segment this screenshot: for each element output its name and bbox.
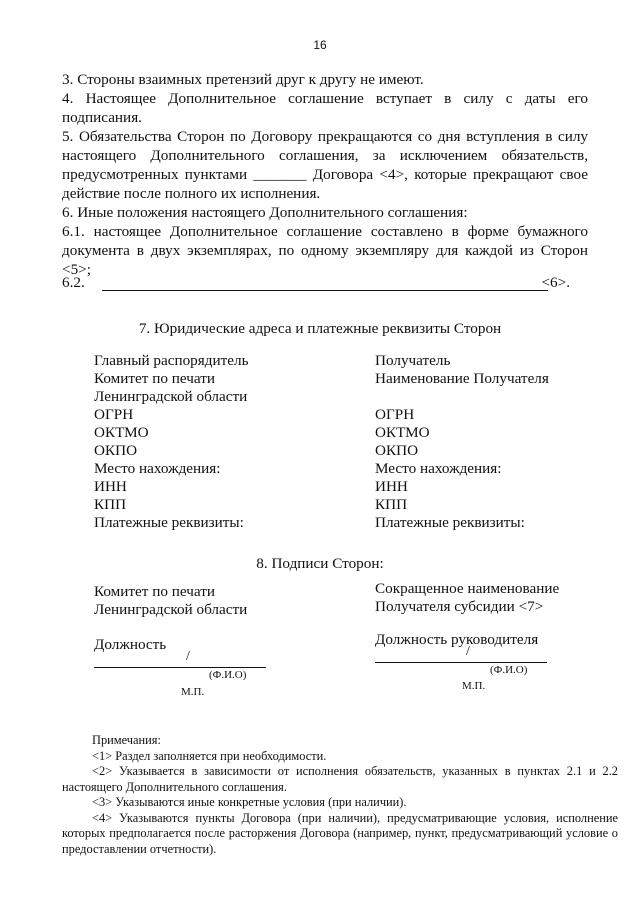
agreement-body bbox=[62, 70, 588, 279]
signature-right-org-line2: Получателя субсидии <7> bbox=[375, 598, 544, 615]
signature-left-org-line2: Ленинградской области bbox=[94, 601, 248, 618]
signature-right-seal: М.П. bbox=[462, 680, 486, 692]
notes-section bbox=[62, 733, 618, 857]
page-number: 16 bbox=[313, 38, 327, 52]
note-2: <2> Указывается в зависимости от исполнения обязательств, указанных в пунктах 2.1 и 2.2 настоящего Дополнительного соглашения. bbox=[62, 764, 618, 794]
signature-left-slash: / bbox=[186, 649, 190, 664]
left-req-1: Комитет по печати bbox=[94, 370, 215, 387]
signature-right-slash: / bbox=[466, 644, 470, 659]
signature-right-org-line1: Сокращенное наименование bbox=[375, 580, 560, 597]
right-req-5: ОКПО bbox=[375, 442, 419, 459]
section-7-left-column bbox=[94, 352, 249, 532]
left-req-0: Главный распорядитель bbox=[94, 352, 249, 369]
note-4: <4> Указываются пункты Договора (при наличии), предусматривающие условия, исполнение которых предполагается после расторжения Договора (например, пункт, предусматривающий условие о предоставлении отчетности). bbox=[62, 810, 618, 856]
item-6-2-number: 6.2. bbox=[62, 274, 85, 291]
left-req-8: КПП bbox=[94, 496, 127, 513]
right-req-6: Место нахождения: bbox=[375, 460, 502, 477]
signature-right-line bbox=[375, 662, 547, 663]
left-req-7: ИНН bbox=[94, 478, 127, 495]
paragraph-6-1: 6.1. настоящее Дополнительное соглашение составлено в форме бумажного документа в двух экземплярах, по одному экземпляру для каждой из Сторон <5>; bbox=[62, 223, 588, 278]
right-req-4: ОКТМО bbox=[375, 424, 430, 441]
section-8-title: 8. Подписи Сторон: bbox=[256, 555, 384, 572]
paragraph-4: 4. Настоящее Дополнительное соглашение вступает в силу с даты его подписания. bbox=[62, 90, 588, 126]
signature-right-org bbox=[375, 580, 559, 616]
right-req-8: КПП bbox=[375, 496, 408, 513]
paragraph-5: 5. Обязательства Сторон по Договору прекращаются со дня вступления в силу настоящего Дополнительного соглашения, за исключением обязательств, предусмотренных пунктами _______ Договора <4>, которые прекращают свое действие после полного их исполнения. bbox=[62, 128, 588, 202]
section-7-title: 7. Юридические адреса и платежные реквизиты Сторон bbox=[138, 320, 502, 337]
paragraph-3: 3. Стороны взаимных претензий друг к другу не имеют. bbox=[62, 71, 424, 88]
right-req-3: ОГРН bbox=[375, 406, 415, 423]
left-req-5: ОКПО bbox=[94, 442, 138, 459]
signature-left-position: Должность bbox=[94, 636, 167, 653]
right-req-7: ИНН bbox=[375, 478, 408, 495]
left-req-4: ОКТМО bbox=[94, 424, 149, 441]
section-7-right-column bbox=[375, 352, 549, 532]
signature-right-position: Должность руководителя bbox=[375, 631, 539, 648]
paragraph-6: 6. Иные положения настоящего Дополнительного соглашения: bbox=[62, 204, 468, 221]
signature-left-org bbox=[94, 583, 247, 619]
signature-left-line bbox=[94, 667, 266, 668]
left-req-3: ОГРН bbox=[94, 406, 134, 423]
signature-left-org-line1: Комитет по печати bbox=[94, 583, 215, 600]
right-req-9: Платежные реквизиты: bbox=[375, 514, 525, 531]
right-req-0: Получатель bbox=[375, 352, 451, 369]
left-req-6: Место нахождения: bbox=[94, 460, 221, 477]
notes-title: Примечания: bbox=[92, 733, 161, 747]
item-6-2-blank-line bbox=[102, 290, 548, 291]
left-req-2: Ленинградской области bbox=[94, 388, 248, 405]
signature-left-seal: М.П. bbox=[181, 686, 205, 698]
signature-right-fio: (Ф.И.О) bbox=[490, 664, 528, 676]
right-req-2 bbox=[375, 388, 549, 406]
signature-left-fio: (Ф.И.О) bbox=[209, 669, 247, 681]
note-3: <3> Указываются иные конкретные условия (при наличии). bbox=[92, 795, 407, 809]
right-req-1: Наименование Получателя bbox=[375, 370, 549, 387]
left-req-9: Платежные реквизиты: bbox=[94, 514, 244, 531]
note-1: <1> Раздел заполняется при необходимости. bbox=[92, 748, 327, 763]
item-6-2 bbox=[62, 274, 588, 294]
item-6-2-footnote: <6>. bbox=[541, 274, 570, 291]
